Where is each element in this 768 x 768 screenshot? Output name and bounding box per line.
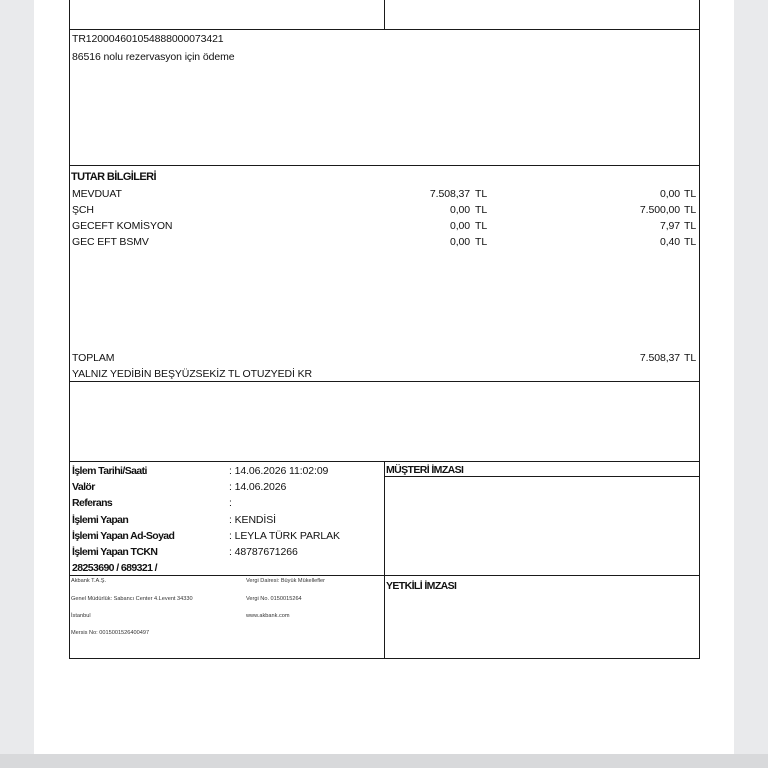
debit-value: 0,00	[449, 204, 470, 216]
credit-value: 0,00	[659, 188, 680, 200]
field-label: İşlem Tarihi/Saati	[72, 465, 147, 477]
debit-value: 7.508,37	[429, 188, 470, 200]
field-value: : LEYLA TÜRK PARLAK	[229, 530, 340, 542]
field-label: İşlemi Yapan Ad-Soyad	[72, 530, 175, 542]
total-label: TOPLAM	[72, 352, 115, 364]
tax-number: Vergi No. 0150015264	[246, 596, 302, 602]
credit-currency: TL	[684, 236, 697, 248]
amount-label: MEVDUAT	[72, 188, 122, 200]
debit-currency: TL	[475, 204, 488, 216]
bottom-divider-h	[69, 575, 700, 576]
credit-currency: TL	[684, 204, 697, 216]
authorized-signature-title: YETKİLİ İMZASI	[386, 580, 457, 592]
debit-currency: TL	[475, 188, 488, 200]
field-value: :	[229, 497, 232, 509]
bank-city: İstanbul	[71, 613, 91, 619]
debit-value: 0,00	[449, 236, 470, 248]
bottom-divider-v	[384, 461, 385, 659]
amount-in-words: YALNIZ YEDİBİN BEŞYÜZSEKİZ TL OTUZYEDİ KR	[72, 368, 312, 380]
signature-title-line	[384, 476, 700, 477]
total-value: 7.508,37	[639, 352, 680, 364]
credit-value: 7,97	[659, 220, 680, 232]
reference-code: 28253690 / 689321 /	[72, 562, 157, 574]
iban-text: TR120004601054888000073421	[72, 33, 224, 45]
amount-label: GECEFT KOMİSYON	[72, 220, 173, 232]
page-shadow	[0, 754, 768, 768]
field-label: Referans	[72, 497, 113, 509]
field-label: İşlemi Yapan	[72, 514, 129, 526]
debit-currency: TL	[475, 236, 488, 248]
customer-signature-title: MÜŞTERİ İMZASI	[386, 464, 464, 476]
details-divider	[69, 165, 700, 166]
debit-currency: TL	[475, 220, 488, 232]
amounts-title: TUTAR BİLGİLERİ	[71, 171, 156, 183]
top-box-divider	[384, 0, 385, 30]
bank-mersis: Mersis No: 0015001526400497	[71, 630, 150, 636]
credit-value: 7.500,00	[639, 204, 680, 216]
credit-currency: TL	[684, 188, 697, 200]
payment-description: 86516 nolu rezervasyon için ödeme	[72, 51, 235, 63]
credit-currency: TL	[684, 220, 697, 232]
bank-name: Akbank T.A.Ş.	[71, 578, 107, 584]
field-label: İşlemi Yapan TCKN	[72, 546, 158, 558]
field-value: : 14.06.2026 11:02:09	[229, 465, 329, 477]
tax-office: Vergi Dairesi: Büyük Mükellefler	[246, 578, 325, 584]
bank-website: www.akbank.com	[246, 613, 290, 619]
amount-label: GEC EFT BSMV	[72, 236, 149, 248]
field-value: : KENDİSİ	[229, 514, 276, 526]
bank-address: Genel Müdürlük: Sabancı Center 4.Levent 34330	[71, 596, 193, 602]
credit-value: 0,40	[659, 236, 680, 248]
blank-box	[69, 381, 700, 462]
field-value: : 14.06.2026	[229, 481, 287, 493]
total-currency: TL	[684, 352, 697, 364]
field-value: : 48787671266	[229, 546, 298, 558]
debit-value: 0,00	[449, 220, 470, 232]
field-label: Valör	[72, 481, 95, 493]
amount-label: ŞCH	[72, 204, 94, 216]
